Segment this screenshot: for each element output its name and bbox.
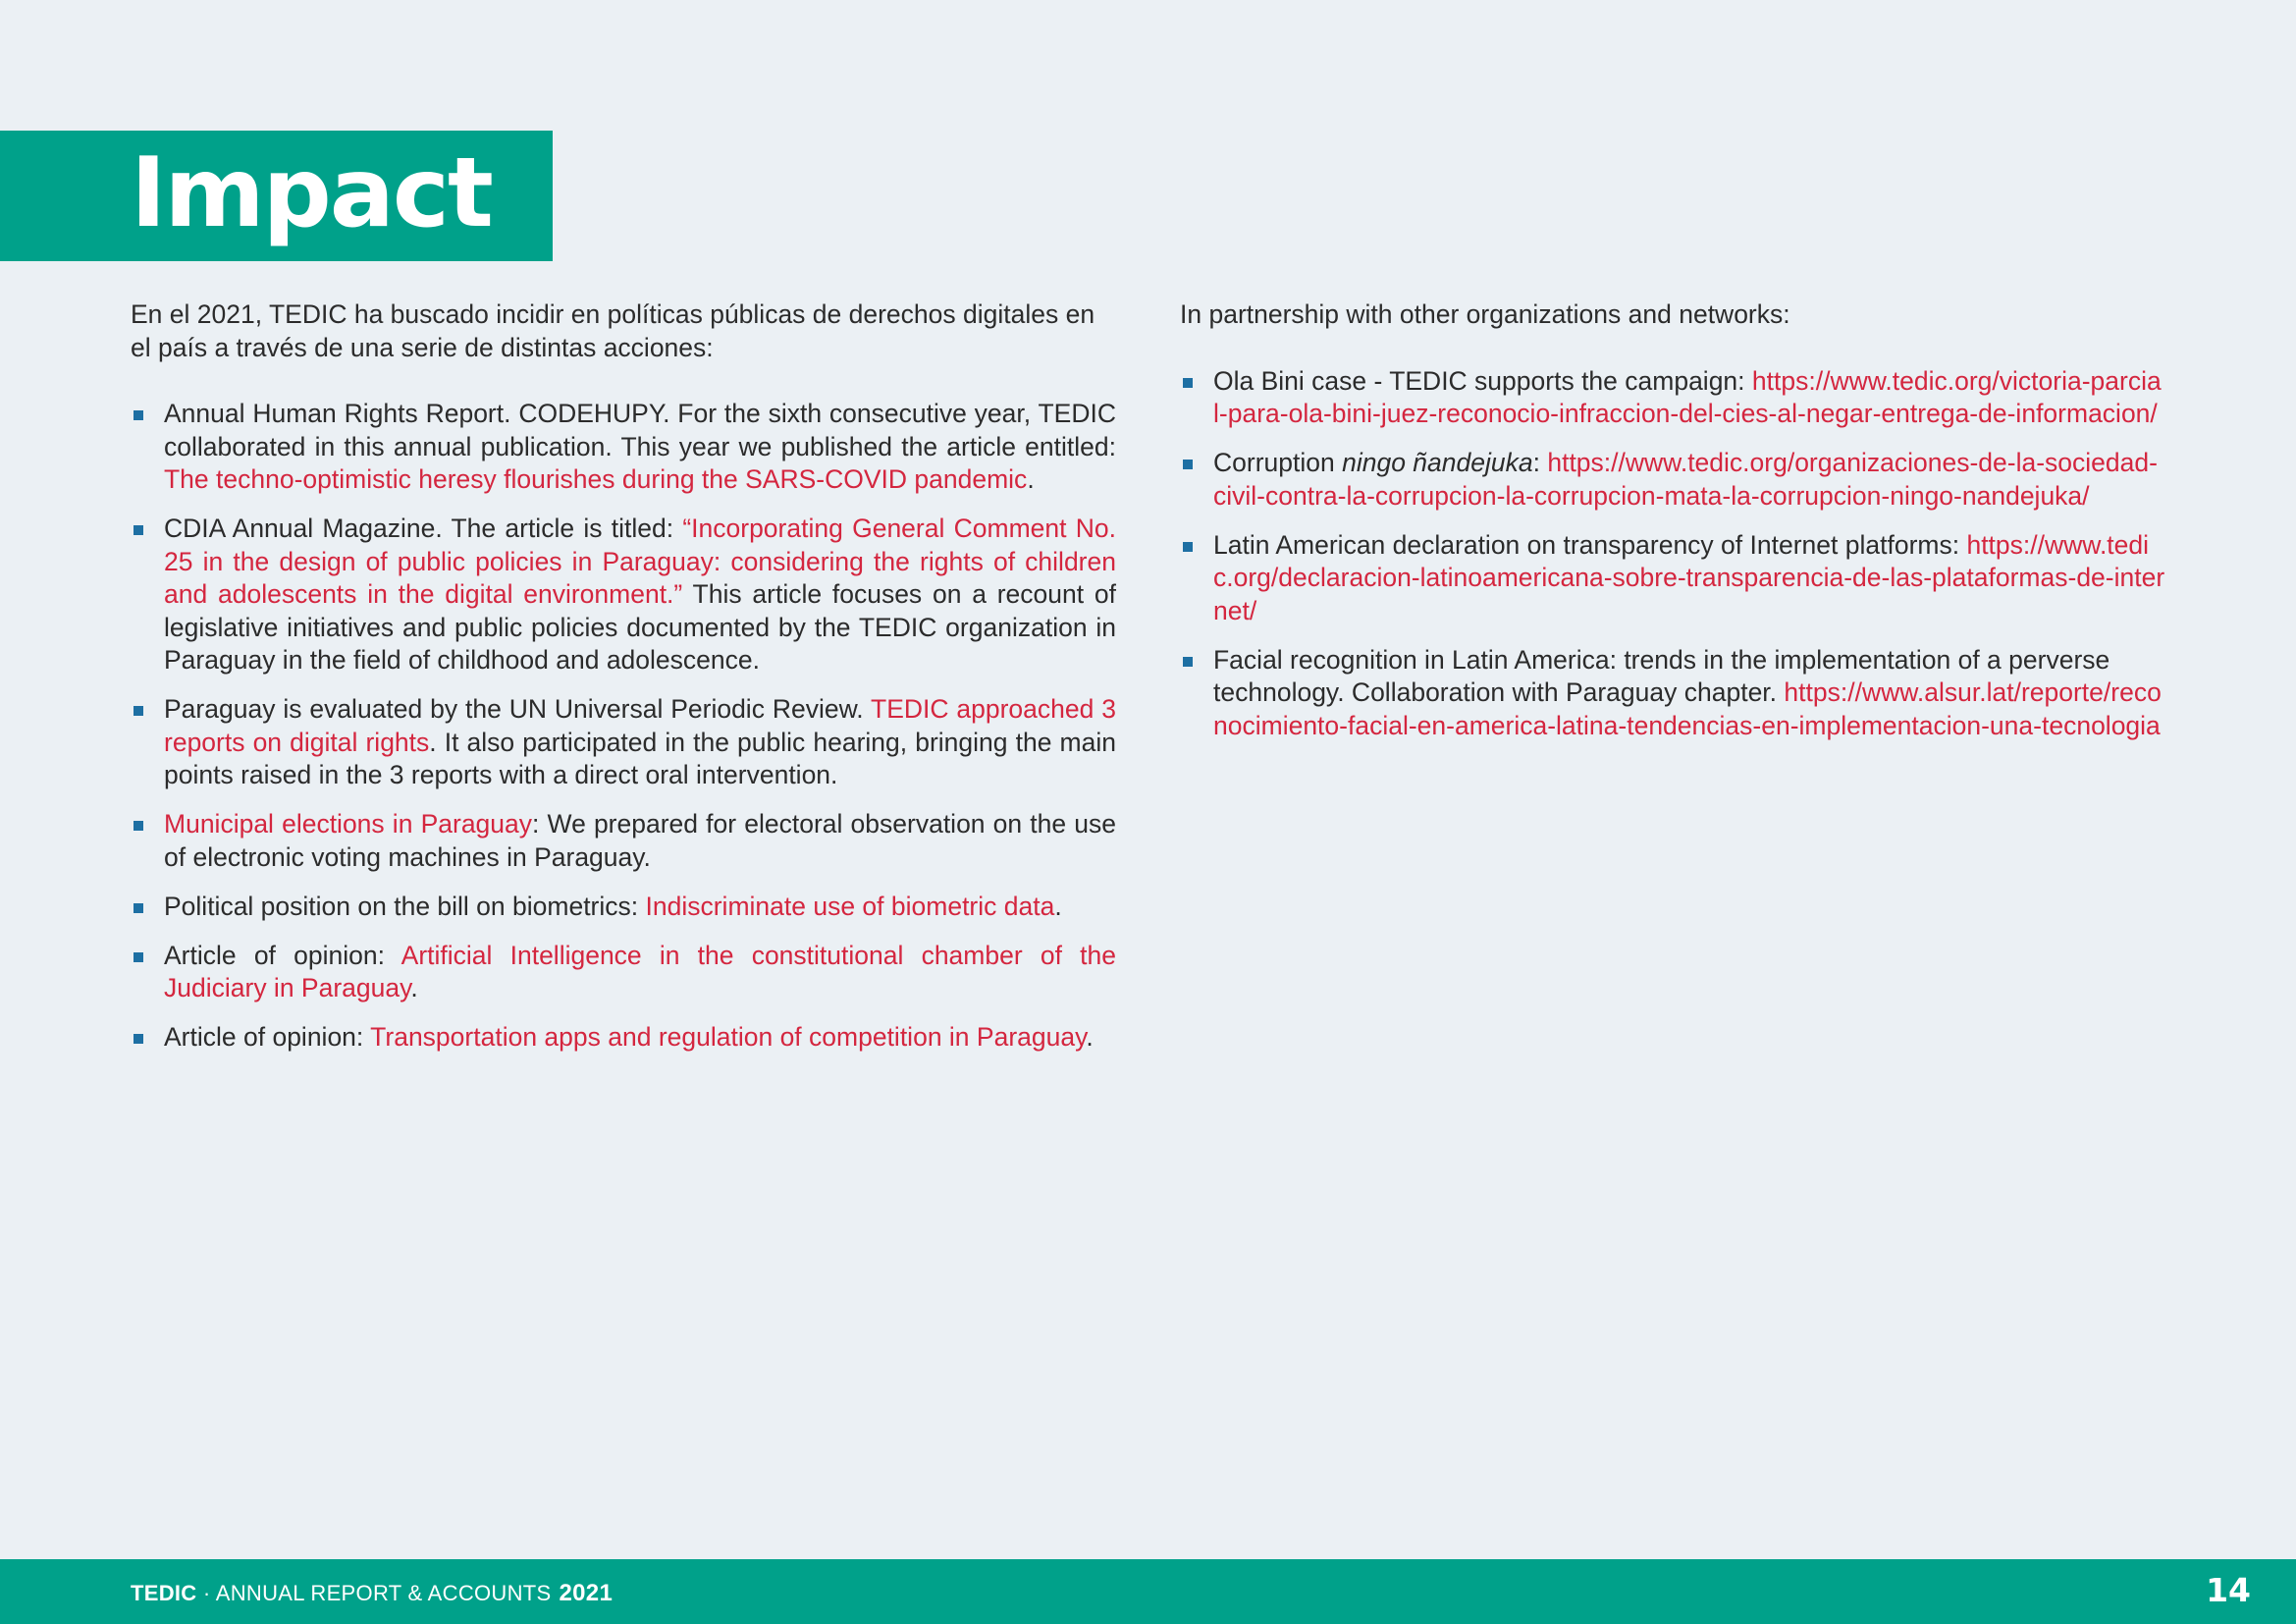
square-bullet-icon bbox=[133, 952, 143, 962]
item-text: Article of opinion: bbox=[164, 1022, 371, 1052]
item-text: . bbox=[1086, 1022, 1094, 1052]
square-bullet-icon bbox=[133, 706, 143, 716]
page-number: 14 bbox=[2206, 1571, 2251, 1609]
page-title: Impact bbox=[131, 137, 492, 249]
item-text: . It also participated in the public hearing, bringing the main points raised in the 3 reports with a direct oral intervention. bbox=[164, 727, 1116, 789]
square-bullet-icon bbox=[133, 821, 143, 831]
left-column bbox=[131, 298, 1116, 1070]
url-link[interactable]: https://www.alsur.lat/reporte/reconocimiento-facial-en-america-latina-tendencias-en-implementacion-una-tecnologia bbox=[1213, 677, 2162, 740]
list-item bbox=[131, 513, 1116, 677]
list-item bbox=[131, 693, 1116, 792]
reports-link[interactable]: TEDIC approached 3 reports on digital rights bbox=[164, 694, 1116, 757]
list-item bbox=[131, 398, 1116, 497]
footer-year: 2021 bbox=[559, 1580, 614, 1606]
url-link[interactable]: https://www.tedic.org/victoria-parcial-para-ola-bini-juez-reconocio-infraccion-del-cies-al-negar-entrega-de-informacion/ bbox=[1213, 365, 2162, 428]
item-text: Corruption bbox=[1213, 448, 1343, 477]
item-text: . bbox=[1027, 464, 1035, 494]
square-bullet-icon bbox=[133, 903, 143, 913]
elections-link[interactable]: Municipal elections in Paraguay bbox=[164, 809, 533, 839]
list-item bbox=[1180, 644, 2165, 743]
item-text: : bbox=[1532, 448, 1548, 477]
left-action-list bbox=[131, 398, 1116, 1055]
list-item bbox=[131, 891, 1116, 924]
transport-article-link[interactable]: Transportation apps and regulation of competition in Paraguay bbox=[370, 1022, 1087, 1052]
right-column bbox=[1180, 298, 2165, 759]
item-text: Paraguay is evaluated by the UN Universal Periodic Review. bbox=[164, 694, 872, 724]
item-text: Ola Bini case - TEDIC supports the campaign: bbox=[1213, 365, 1752, 396]
item-text: . bbox=[410, 973, 418, 1002]
list-item bbox=[131, 940, 1116, 1005]
list-item bbox=[131, 808, 1116, 874]
article-link[interactable]: The techno-optimistic heresy flourishes during the SARS-COVID pandemic bbox=[164, 464, 1028, 494]
square-bullet-icon bbox=[1183, 460, 1193, 469]
footer-brand: TEDIC bbox=[131, 1581, 197, 1605]
list-item bbox=[131, 1021, 1116, 1055]
square-bullet-icon bbox=[1183, 378, 1193, 388]
item-text: Facial recognition in Latin America: trends in the implementation of a perverse technology. Collaboration with Paraguay chapter. bbox=[1213, 644, 2110, 707]
square-bullet-icon bbox=[1183, 542, 1193, 552]
left-intro: En el 2021, TEDIC ha buscado incidir en políticas públicas de derechos digitales en el país a través de una serie de distintas acciones: bbox=[131, 299, 1095, 362]
item-text: This article focuses on a recount of legislative initiatives and public policies documented by the TEDIC organization in Paraguay in the field of childhood and adolescence. bbox=[164, 579, 1116, 675]
partnership-list bbox=[1180, 365, 2165, 743]
item-text: . bbox=[1054, 891, 1062, 921]
url-link[interactable]: https://www.tedic.org/organizaciones-de-la-sociedad-civil-contra-la-corrupcion-la-corrupcion-mata-la-corrupcion-ningo-nandejuka/ bbox=[1213, 448, 2158, 511]
ai-article-link[interactable]: Artificial Intelligence in the constitutional chamber of the Judiciary in Paraguay bbox=[164, 940, 1116, 1002]
article-link[interactable]: “Incorporating General Comment No. 25 in the design of public policies in Paraguay: considering the rights of children and adolescents in the digital environment.” bbox=[164, 514, 1116, 609]
url-link[interactable]: https://www.tedic.org/declaracion-latinoamericana-sobre-transparencia-de-las-plataformas-de-internet/ bbox=[1213, 529, 2165, 625]
item-text: Latin American declaration on transparency of Internet platforms: bbox=[1213, 529, 1967, 560]
square-bullet-icon bbox=[1183, 657, 1193, 667]
footer-report-label: ANNUAL REPORT & ACCOUNTS bbox=[215, 1581, 552, 1605]
list-item bbox=[1180, 529, 2165, 628]
right-intro: In partnership with other organizations and networks: bbox=[1180, 299, 1790, 329]
item-italic-text: ningo ñandejuka bbox=[1342, 448, 1533, 477]
square-bullet-icon bbox=[133, 525, 143, 535]
item-text: Political position on the bill on biometrics: bbox=[164, 891, 646, 921]
footer-label bbox=[131, 1581, 613, 1606]
footer-bar bbox=[0, 1559, 2296, 1624]
list-item bbox=[1180, 365, 2165, 431]
square-bullet-icon bbox=[133, 1034, 143, 1044]
list-item bbox=[1180, 447, 2165, 513]
item-text: : We prepared for electoral observation on the use of electronic voting machines in Paraguay. bbox=[164, 809, 1117, 872]
footer-separator: · bbox=[196, 1581, 216, 1605]
item-text: Annual Human Rights Report. CODEHUPY. For the sixth consecutive year, TEDIC collaborated in this annual publication. This year we published the article entitled: bbox=[164, 399, 1116, 461]
item-text: Article of opinion: bbox=[164, 940, 401, 970]
biometrics-link[interactable]: Indiscriminate use of biometric data bbox=[645, 891, 1055, 921]
item-text: CDIA Annual Magazine. The article is titled: bbox=[164, 514, 683, 543]
square-bullet-icon bbox=[133, 410, 143, 420]
